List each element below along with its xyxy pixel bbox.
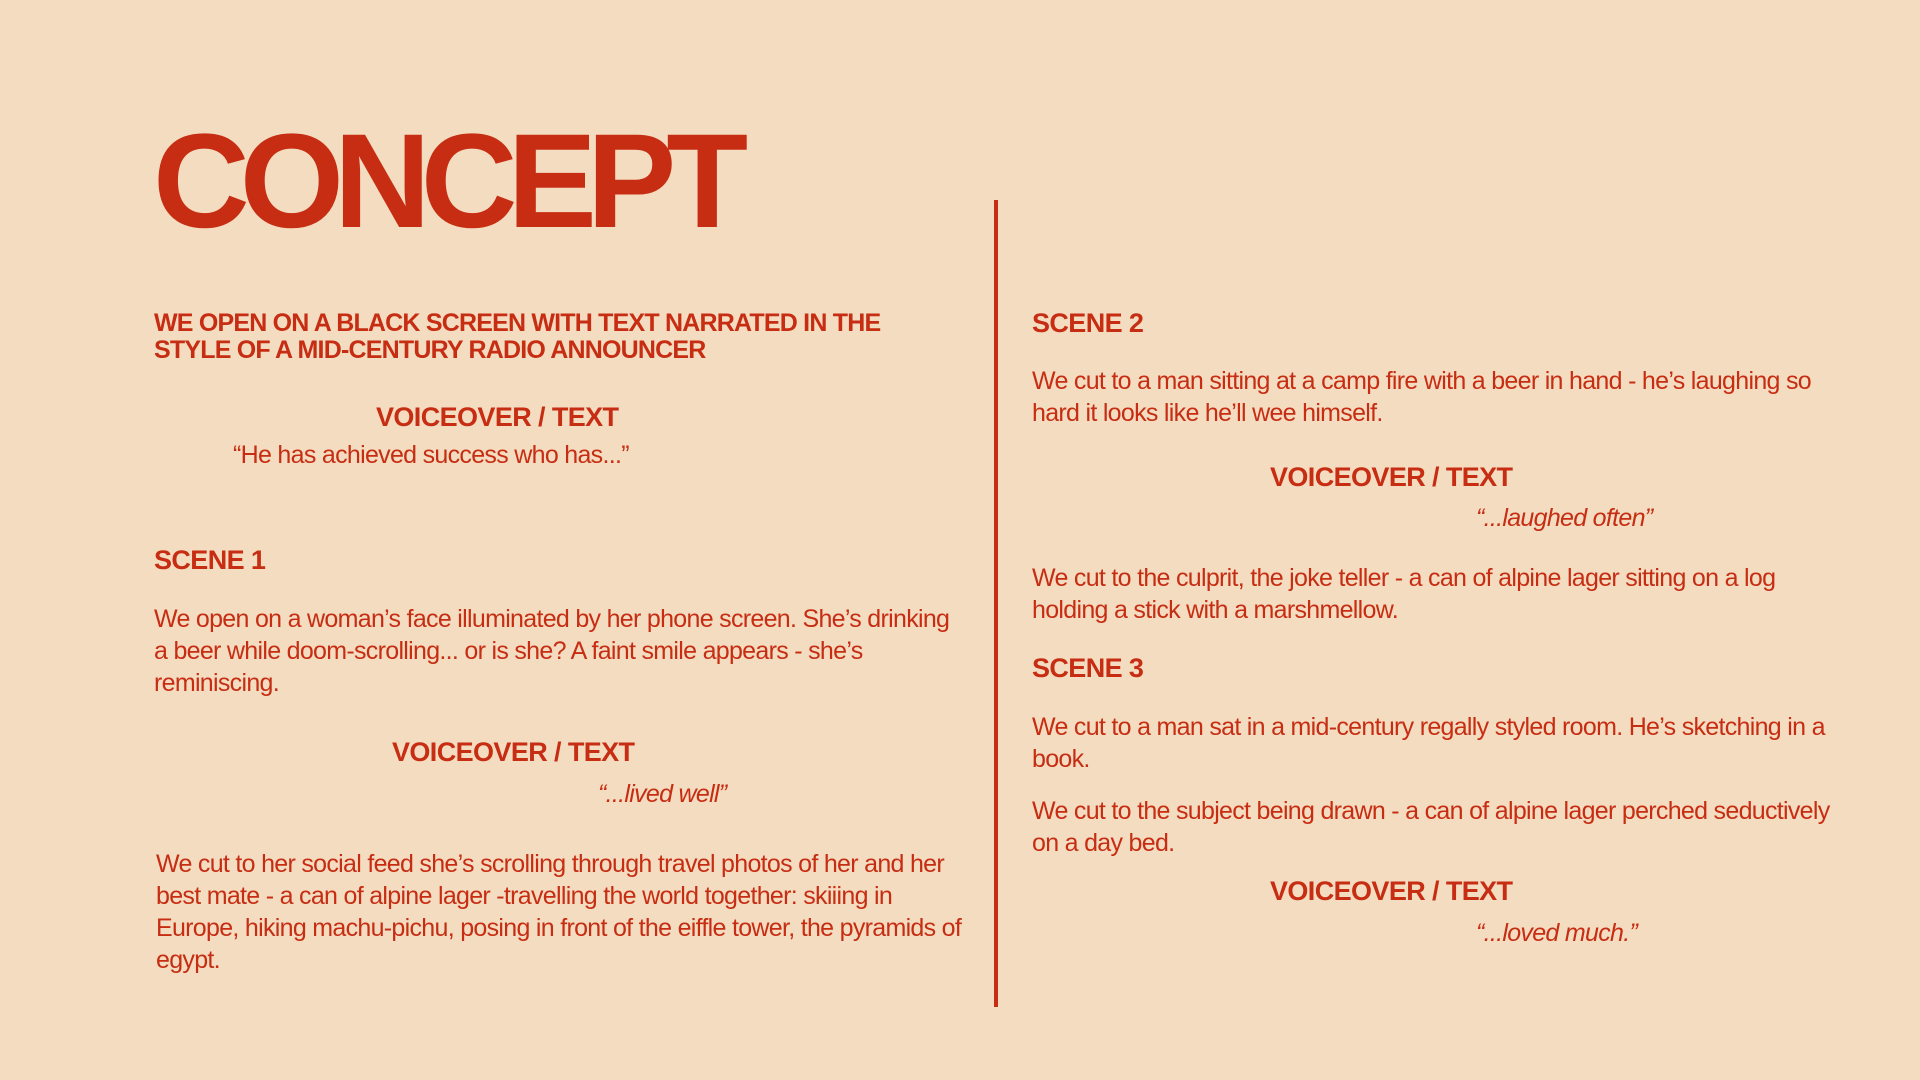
voiceover-label: VOICEOVER / TEXT <box>392 737 635 767</box>
scene-3-description: We cut to a man sat in a mid-century regally styled room. He’s sketching in a book. <box>1032 713 1825 773</box>
intro-heading: WE OPEN ON A BLACK SCREEN WITH TEXT NARRATED IN THE STYLE OF A MID-CENTURY RADIO ANNOUNCER <box>154 309 881 364</box>
voiceover-label: VOICEOVER / TEXT <box>1270 462 1513 492</box>
scene-2-label: SCENE 2 <box>1032 308 1144 338</box>
voiceover-label: VOICEOVER / TEXT <box>376 402 619 432</box>
voiceover-label: VOICEOVER / TEXT <box>1270 876 1513 906</box>
scene-2-description-continued: We cut to the culprit, the joke teller - a can of alpine lager sitting on a log holding a stick with a marshmellow. <box>1032 564 1776 624</box>
scene-3-description-continued: We cut to the subject being drawn - a can of alpine lager perched seductively on a day bed. <box>1032 797 1830 857</box>
voiceover-quote: “...loved much.” <box>1476 919 1638 947</box>
page-title: CONCEPT <box>153 107 739 256</box>
scene-1-description: We open on a woman’s face illuminated by her phone screen. She’s drinking a beer while doom-scrolling... or is she? A faint smile appears - she’s reminiscing. <box>154 605 950 697</box>
column-divider <box>994 200 998 1007</box>
voiceover-quote: “...laughed often” <box>1476 504 1653 532</box>
voiceover-quote: “...lived well” <box>598 780 727 808</box>
scene-1-label: SCENE 1 <box>154 545 266 575</box>
scene-1-description-continued: We cut to her social feed she’s scrolling through travel photos of her and her best mate - a can of alpine lager -travelling the world together: skiiing in Europe, hiking machu-pichu, posing in front of the eiffle tower, the pyramids of egypt. <box>156 850 962 974</box>
scene-2-description: We cut to a man sitting at a camp fire with a beer in hand - he’s laughing so hard it looks like he’ll wee himself. <box>1032 367 1811 427</box>
voiceover-quote: “He has achieved success who has...” <box>233 441 629 469</box>
scene-3-label: SCENE 3 <box>1032 653 1144 683</box>
